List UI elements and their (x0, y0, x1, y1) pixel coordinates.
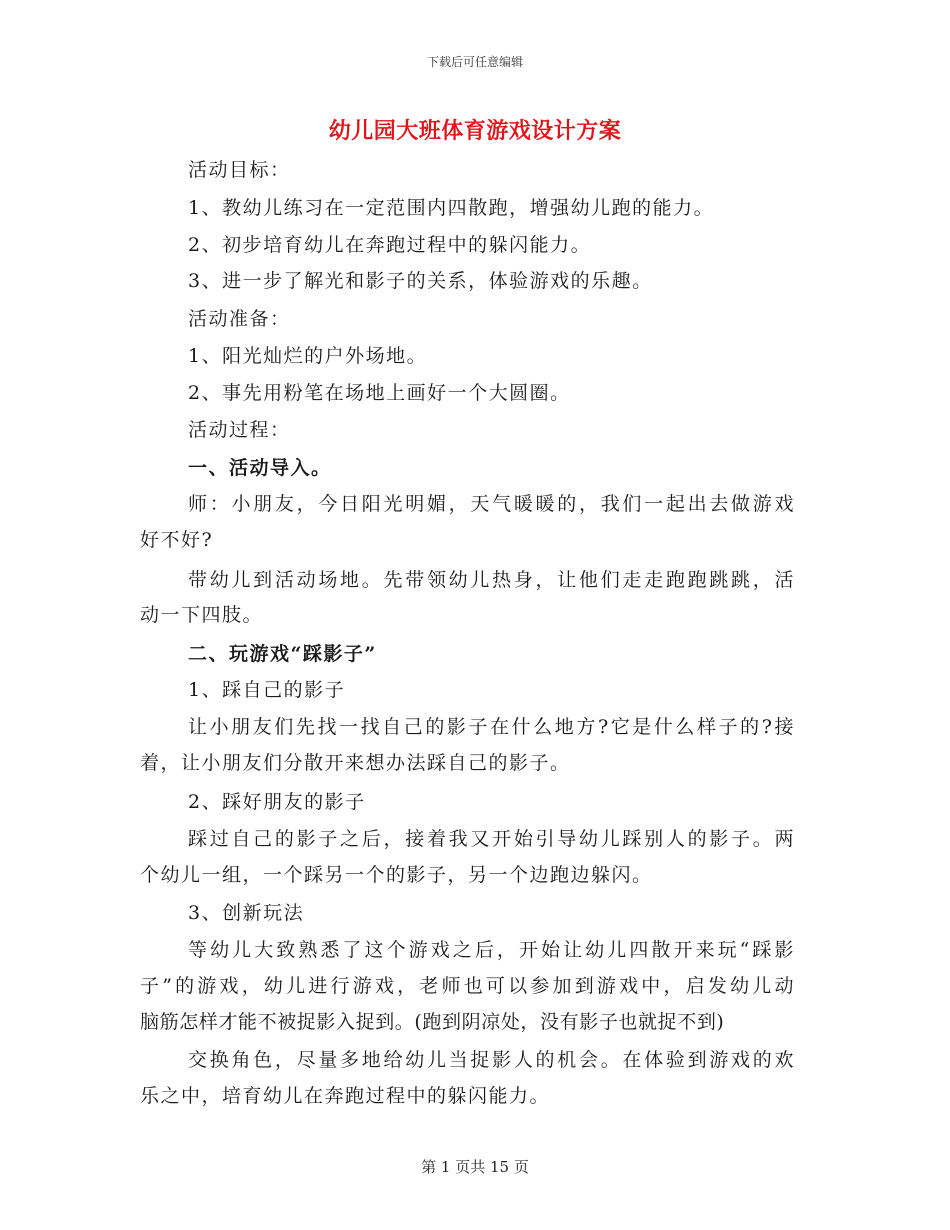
section-heading-2: 二、玩游戏“踩影子” (188, 643, 377, 665)
document-title: 幼儿园大班体育游戏设计方案 (328, 118, 622, 144)
preparation-item-1: 1、阳光灿烂的户外场地。 (188, 345, 428, 367)
paragraph-line: 乐之中，培育幼儿在奔跑过程中的躲闪能力。 (140, 1085, 551, 1107)
paragraph-line: 师：小朋友，今日阳光明媚，天气暖暖的，我们一起出去做游戏 (188, 493, 795, 515)
paragraph-line: 脑筋怎样才能不被捉影入捉到。(跑到阴凉处，没有影子也就捉不到) (140, 1011, 725, 1033)
section-label-process: 活动过程： (188, 419, 291, 441)
paragraph-line: 好不好? (140, 529, 214, 551)
section-label-goals: 活动目标： (188, 159, 291, 181)
paragraph-line: 让小朋友们先找一找自己的影子在什么地方?它是什么样子的?接 (188, 716, 795, 738)
goal-item-2: 2、初步培育幼儿在奔跑过程中的躲闪能力。 (188, 234, 592, 256)
section-label-preparation: 活动准备： (188, 308, 291, 330)
paragraph-line: 等幼儿大致熟悉了这个游戏之后，开始让幼儿四散开来玩“踩影 (188, 939, 795, 961)
subheading-2: 2、踩好朋友的影子 (188, 791, 366, 813)
header-note: 下载后可任意编辑 (426, 55, 523, 69)
section-heading-1: 一、活动导入。 (188, 457, 332, 479)
paragraph-line: 踩过自己的影子之后，接着我又开始引导幼儿踩别人的影子。两 (188, 828, 795, 850)
paragraph-line: 动一下四肢。 (140, 604, 264, 626)
preparation-item-2: 2、事先用粉笔在场地上画好一个大圆圈。 (188, 382, 571, 404)
paragraph-line: 着，让小朋友们分散开来想办法踩自己的影子。 (140, 752, 571, 774)
paragraph-line: 交换角色，尽量多地给幼儿当捉影人的机会。在体验到游戏的欢 (188, 1049, 795, 1071)
subheading-1: 1、踩自己的影子 (188, 679, 346, 701)
paragraph-line: 子”的游戏，幼儿进行游戏，老师也可以参加到游戏中，启发幼儿动 (140, 975, 795, 997)
subheading-3: 3、创新玩法 (188, 902, 305, 924)
paragraph-line: 个幼儿一组，一个踩另一个的影子，另一个边跑边躲闪。 (140, 864, 653, 886)
page-number: 第 1 页共 15 页 (421, 1158, 529, 1176)
goal-item-3: 3、进一步了解光和影子的关系，体验游戏的乐趣。 (188, 270, 653, 292)
paragraph-line: 带幼儿到活动场地。先带领幼儿热身，让他们走走跑跑跳跳，活 (188, 569, 795, 591)
goal-item-1: 1、教幼儿练习在一定范围内四散跑，增强幼儿跑的能力。 (188, 197, 715, 219)
